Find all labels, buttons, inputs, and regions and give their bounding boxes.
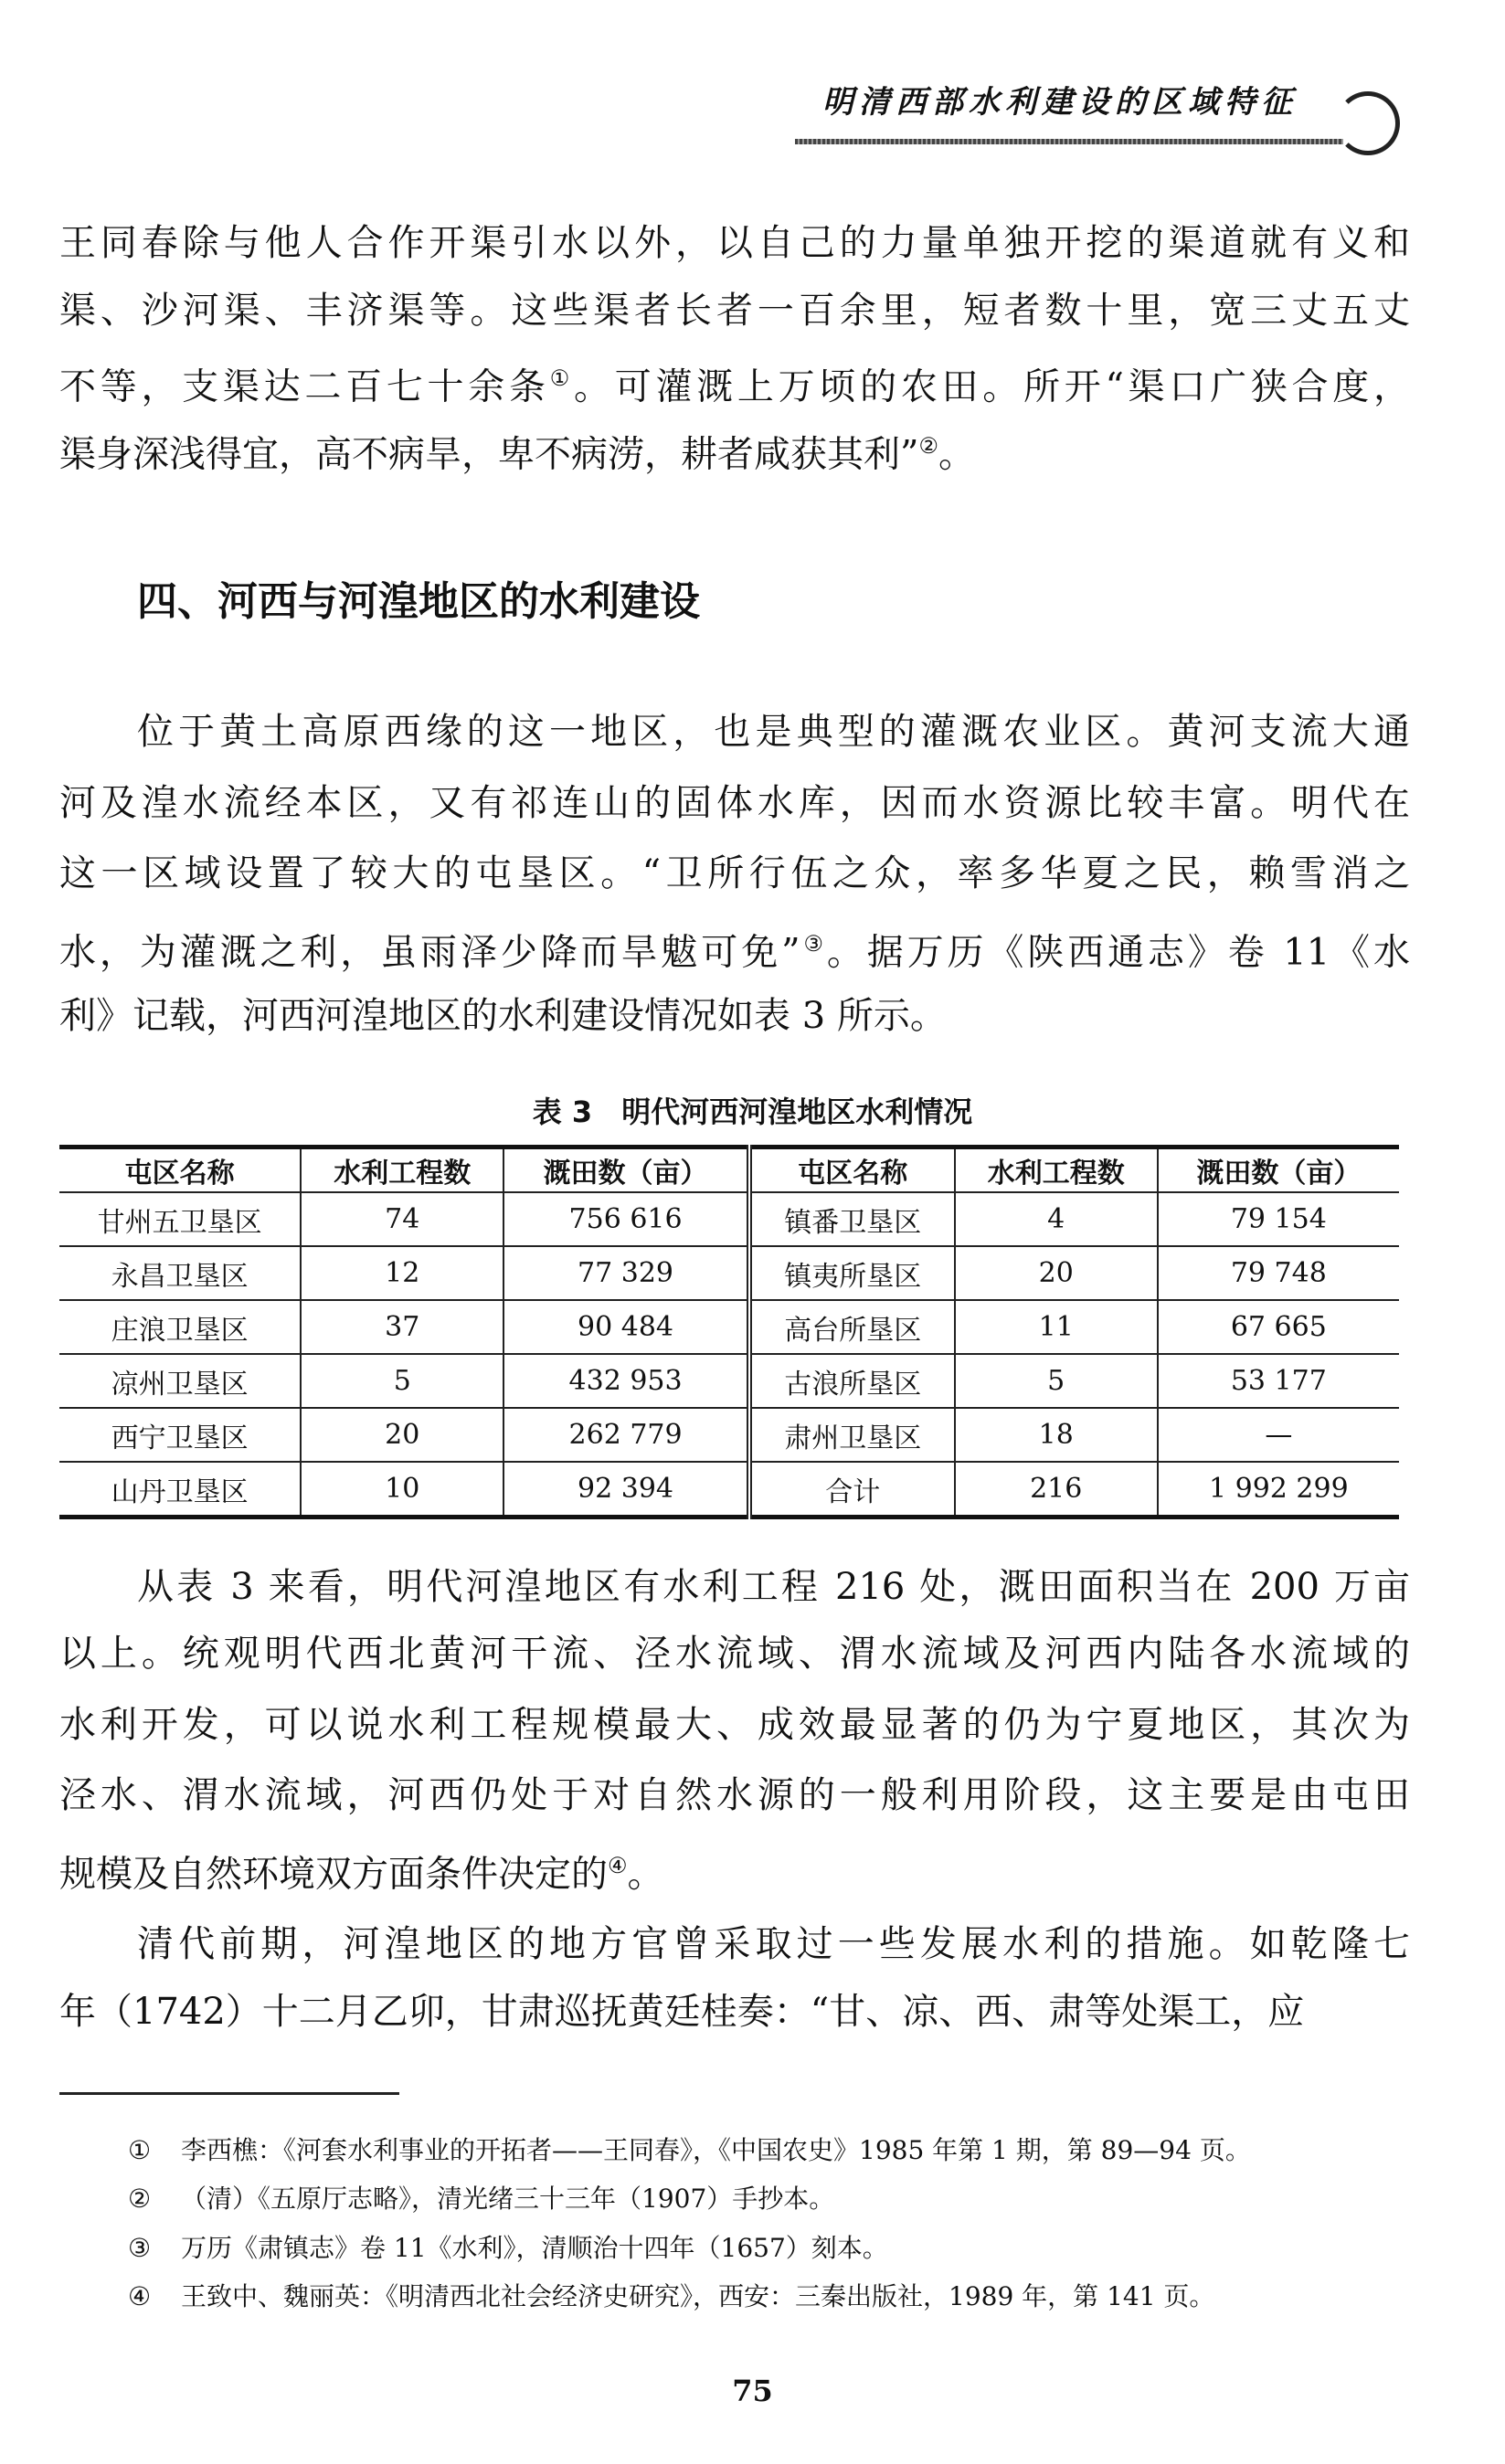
table-cell: 53 177 xyxy=(1158,1354,1399,1408)
text-line xyxy=(59,777,1410,829)
table-cell: 11 xyxy=(955,1300,1158,1354)
text-line xyxy=(59,1986,1410,2037)
section-heading: 四、河西与河湟地区的水利建设 xyxy=(137,578,700,625)
page-number: 75 xyxy=(732,2374,773,2408)
table-cell: 凉州卫垦区 xyxy=(59,1354,301,1408)
footnote-number: ③ xyxy=(128,2233,152,2263)
table-cell: 756 616 xyxy=(503,1192,749,1246)
line-text: 渠、沙河渠、丰济渠等。这些渠者长者一百余里，短者数十里，宽三丈五丈 xyxy=(59,290,1410,332)
column-header: 溉田数（亩） xyxy=(503,1147,749,1193)
line-text: 泾水、渭水流域，河西仍处于对自然水源的一般利用阶段，这主要是由屯田 xyxy=(59,1774,1410,1816)
line-text: 位于黄土高原西缘的这一地区，也是典型的灌溉农业区。黄河支流大通 xyxy=(137,711,1410,753)
line-text: 水利开发，可以说水利工程规模最大、成效最显著的仍为宁夏地区，其次为 xyxy=(59,1704,1410,1746)
table-row xyxy=(59,1192,1399,1246)
line-text: 以上。统观明代西北黄河干流、泾水流域、渭水流域及河西内陆各水流域的 xyxy=(59,1633,1410,1675)
footnote-number: ④ xyxy=(128,2281,152,2311)
text-line xyxy=(59,1770,1410,1821)
table-cell: 262 779 xyxy=(503,1408,749,1462)
table-cell: 5 xyxy=(955,1354,1158,1408)
text-line xyxy=(137,1561,1410,1613)
line-text: 清代前期，河湟地区的地方官曾采取过一些发展水利的措施。如乾隆七 xyxy=(137,1923,1410,1965)
table-cell: 74 xyxy=(301,1192,503,1246)
table-cell: 90 484 xyxy=(503,1300,749,1354)
table-cell: 37 xyxy=(301,1300,503,1354)
footnote-rule xyxy=(59,2092,399,2095)
table-cell: 肃州卫垦区 xyxy=(749,1408,955,1462)
table-title: 表 3 明代河西河湟地区水利情况 xyxy=(532,1095,973,1129)
table-cell: 12 xyxy=(301,1246,503,1300)
text-line xyxy=(59,420,1410,476)
table-cell: 92 394 xyxy=(503,1462,749,1518)
table-cell: 20 xyxy=(955,1246,1158,1300)
line-text: 渠身深浅得宜，高不病旱，卑不病涝，耕者咸获其利” xyxy=(59,433,919,476)
header-ornament-icon xyxy=(1336,91,1400,155)
table-cell: 216 xyxy=(955,1462,1158,1518)
footnote-ref: ④ xyxy=(608,1853,628,1878)
table-cell: 20 xyxy=(301,1408,503,1462)
table-cell: 永昌卫垦区 xyxy=(59,1246,301,1300)
table-cell: 高台所垦区 xyxy=(749,1300,955,1354)
table-row xyxy=(59,1246,1399,1300)
column-header: 溉田数（亩） xyxy=(1158,1147,1399,1193)
footnote-text: （清）《五原厅志略》，清光绪三十三年（1907）手抄本。 xyxy=(181,2184,835,2214)
table-cell: 西宁卫垦区 xyxy=(59,1408,301,1462)
line-text: 这一区域设置了较大的屯垦区。“卫所行伍之众，率多华夏之民，赖雪消之 xyxy=(59,852,1410,894)
header-rule xyxy=(795,139,1343,144)
footnote-number: ② xyxy=(128,2184,152,2214)
text-line xyxy=(59,848,1410,899)
text-line xyxy=(59,285,1410,336)
column-header: 屯区名称 xyxy=(59,1147,301,1193)
table-cell: 18 xyxy=(955,1408,1158,1462)
line-text-tail: 。 xyxy=(627,1853,664,1896)
text-line xyxy=(59,353,1411,408)
table-cell: — xyxy=(1158,1408,1399,1462)
table-cell: 1 992 299 xyxy=(1158,1462,1399,1518)
footnote xyxy=(128,2279,1214,2315)
table-cell: 山丹卫垦区 xyxy=(59,1462,301,1518)
line-text: 规模及自然环境双方面条件决定的 xyxy=(59,1853,608,1896)
footnote-ref: ③ xyxy=(800,931,827,957)
text-line xyxy=(59,217,1410,269)
column-header: 屯区名称 xyxy=(749,1147,955,1193)
line-text: 利》记载，河西河湟地区的水利建设情况如表 3 所示。 xyxy=(59,995,947,1037)
table-cell: 镇夷所垦区 xyxy=(749,1246,955,1300)
footnote-ref: ① xyxy=(549,365,574,391)
text-line xyxy=(59,1699,1410,1750)
table-cell: 5 xyxy=(301,1354,503,1408)
table-row xyxy=(59,1408,1399,1462)
table-cell: 77 329 xyxy=(503,1246,749,1300)
footnote-text: 万历《肃镇志》卷 11《水利》，清顺治十四年（1657）刻本。 xyxy=(181,2233,888,2263)
table-row xyxy=(59,1462,1399,1518)
table-row xyxy=(59,1300,1399,1354)
text-line xyxy=(137,1919,1410,1970)
table-cell: 合计 xyxy=(749,1462,955,1518)
column-header: 水利工程数 xyxy=(955,1147,1158,1193)
text-line xyxy=(59,918,1410,974)
table-cell: 镇番卫垦区 xyxy=(749,1192,955,1246)
table-cell: 庄浪卫垦区 xyxy=(59,1300,301,1354)
line-text: 从表 3 来看，明代河湟地区有水利工程 216 处，溉田面积当在 200 万亩 xyxy=(137,1566,1410,1608)
footnote-number: ① xyxy=(128,2135,152,2165)
table-cell: 4 xyxy=(955,1192,1158,1246)
text-line xyxy=(137,706,1410,757)
line-text: 王同春除与他人合作开渠引水以外，以自己的力量单独开挖的渠道就有义和 xyxy=(59,222,1410,264)
footnote xyxy=(128,2181,834,2217)
footnote-text: 李西樵：《河套水利事业的开拓者——王同春》，《中国农史》1985 年第 1 期，第 89—94 页。 xyxy=(181,2135,1251,2165)
footnote-text: 王致中、魏丽英：《明清西北社会经济史研究》，西安：三秦出版社，1989 年，第 141 页。 xyxy=(181,2281,1215,2311)
table-cell: 79 748 xyxy=(1158,1246,1399,1300)
line-text-tail: 。 xyxy=(938,433,975,476)
line-text: 不等，支渠达二百七十余条 xyxy=(59,365,550,408)
table-cell: 古浪所垦区 xyxy=(749,1354,955,1408)
column-header: 水利工程数 xyxy=(301,1147,503,1193)
text-line xyxy=(59,1840,1410,1896)
text-line xyxy=(59,1628,1410,1679)
running-head: 明清西部水利建设的区域特征 xyxy=(822,84,1298,121)
irrigation-table xyxy=(59,1145,1399,1519)
table-header-row xyxy=(59,1147,1399,1193)
table-cell: 甘州五卫垦区 xyxy=(59,1192,301,1246)
table-cell: 10 xyxy=(301,1462,503,1518)
table-cell: 79 154 xyxy=(1158,1192,1399,1246)
footnote xyxy=(128,2230,888,2267)
footnote xyxy=(128,2132,1251,2169)
line-text-tail: 。可灌溉上万顷的农田。所开“渠口广狭合度， xyxy=(574,365,1411,408)
footnote-ref: ② xyxy=(918,433,938,459)
line-text: 年（1742）十二月乙卯，甘肃巡抚黄廷桂奏：“甘、凉、西、肃等处渠工，应 xyxy=(59,1991,1305,2033)
table-row xyxy=(59,1354,1399,1408)
table-cell: 67 665 xyxy=(1158,1300,1399,1354)
table-cell: 432 953 xyxy=(503,1354,749,1408)
line-text-tail: 。据万历《陕西通志》卷 11《水 xyxy=(826,931,1410,974)
line-text: 河及湟水流经本区，又有祁连山的固体水库，因而水资源比较丰富。明代在 xyxy=(59,782,1410,824)
line-text: 水，为灌溉之利，虽雨泽少降而旱魃可免” xyxy=(59,931,800,974)
text-line xyxy=(59,990,1410,1042)
